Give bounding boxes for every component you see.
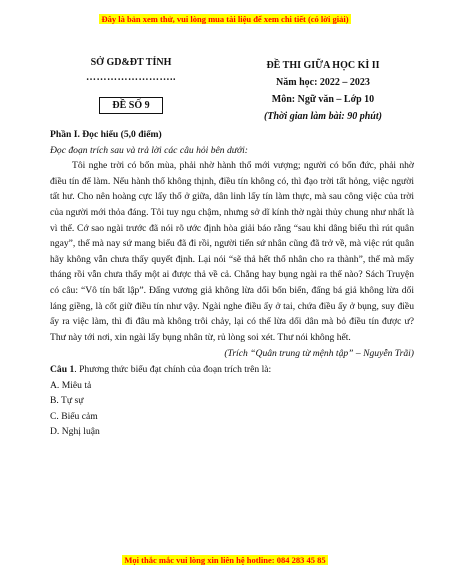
instruction: Đọc đoạn trích sau và trả lời các câu hỏi bên dưới:: [50, 144, 248, 156]
top-banner: [0, 9, 450, 27]
question-label: Câu 1: [50, 363, 75, 375]
option-c: C. Biểu cảm: [50, 410, 98, 422]
department-dots: ……………………..: [86, 72, 176, 83]
option-d: D. Nghị luận: [50, 426, 100, 438]
document-body: [50, 127, 414, 440]
option-b: B. Tự sự: [50, 395, 84, 407]
exam-title: ĐỀ THI GIỮA HỌC KÌ II: [266, 60, 380, 71]
question-text: . Phương thức biểu đạt chính của đoạn trích trên là:: [74, 363, 272, 375]
option-a: A. Miêu tả: [50, 379, 92, 391]
duration: (Thời gian làm bài: 90 phút): [264, 111, 382, 122]
department-name: SỞ GD&ĐT TỈNH: [90, 57, 172, 68]
subject: Môn: Ngữ văn – Lớp 10: [271, 94, 375, 105]
header-left: [56, 57, 206, 114]
passage-source: (Trích “Quân trung từ mệnh tập” – Nguyễn Trãi): [224, 348, 414, 360]
exam-code-box: ĐỀ SỐ 9: [99, 97, 162, 114]
question-1: [50, 362, 414, 378]
school-year: Năm học: 2022 – 2023: [276, 77, 370, 88]
top-banner-text: Đây là bản xem thử, vui lòng mua tài liệu để xem chi tiết (có lời giải): [101, 14, 349, 24]
passage: Tôi nghe trời có bốn mùa, phải nhờ hành thổ mới vượng; người có bốn đức, phải nhờ điều tín để làm. Nếu hành thổ không thịnh, điều tín không có, thì đạo trời tất hỏng, việc người tất hư. Cho nên hoàng cực lấy thổ ở giữa, dân linh lấy tín làm thực, mà sau công việc của trời của người mới thỏa đáng. Tôi tuy ngu chậm, nhưng sở dĩ kính thờ ngài thủy chung như nhất là vì thế. Cớ sao ngài trước đã nói rõ ước định hòa giải báo rằng “sau khi dâng biểu thì rút quân ngay”, thế mà nay sứ mang biểu đã đi rồi, người tiến sứ nhân cũng đã trở về, mà việc rút quân hãy không vẫn chưa thấy quyết định. Lại nói “sẽ thả hết thổ nhân cho ra thành”, thế mà mấy tháng rồi vẫn chưa thấy một ai được thả về cả. Chẳng hay bụng ngài ra thế nào? Sách Truyện có câu: “Vô tín bất lập”. Đấng vương giả không lừa dối bốn biển, đấng bá giả không lừa dối láng giềng, là cốt giữ điều tín như vậy. Ngài nghe điều ấy ở tai, chứa điều ấy ở bụng, suy điều ấy ra việc làm, thì đi đâu mà không trôi chảy, lại có thể lừa dối dân mà bỏ điều tín được ư? Thư này tới nơi, xin ngài lấy bụng nhân từ, rủ lòng soi xét. Thư nói không hết.: [50, 160, 414, 343]
section-title: Phần I. Đọc hiểu (5,0 điểm): [50, 129, 162, 140]
header-right: [238, 57, 408, 125]
bottom-banner: [0, 550, 450, 568]
bottom-banner-text: Mọi thắc mắc vui lòng xin liên hệ hotline: 084 283 45 85: [124, 555, 326, 565]
